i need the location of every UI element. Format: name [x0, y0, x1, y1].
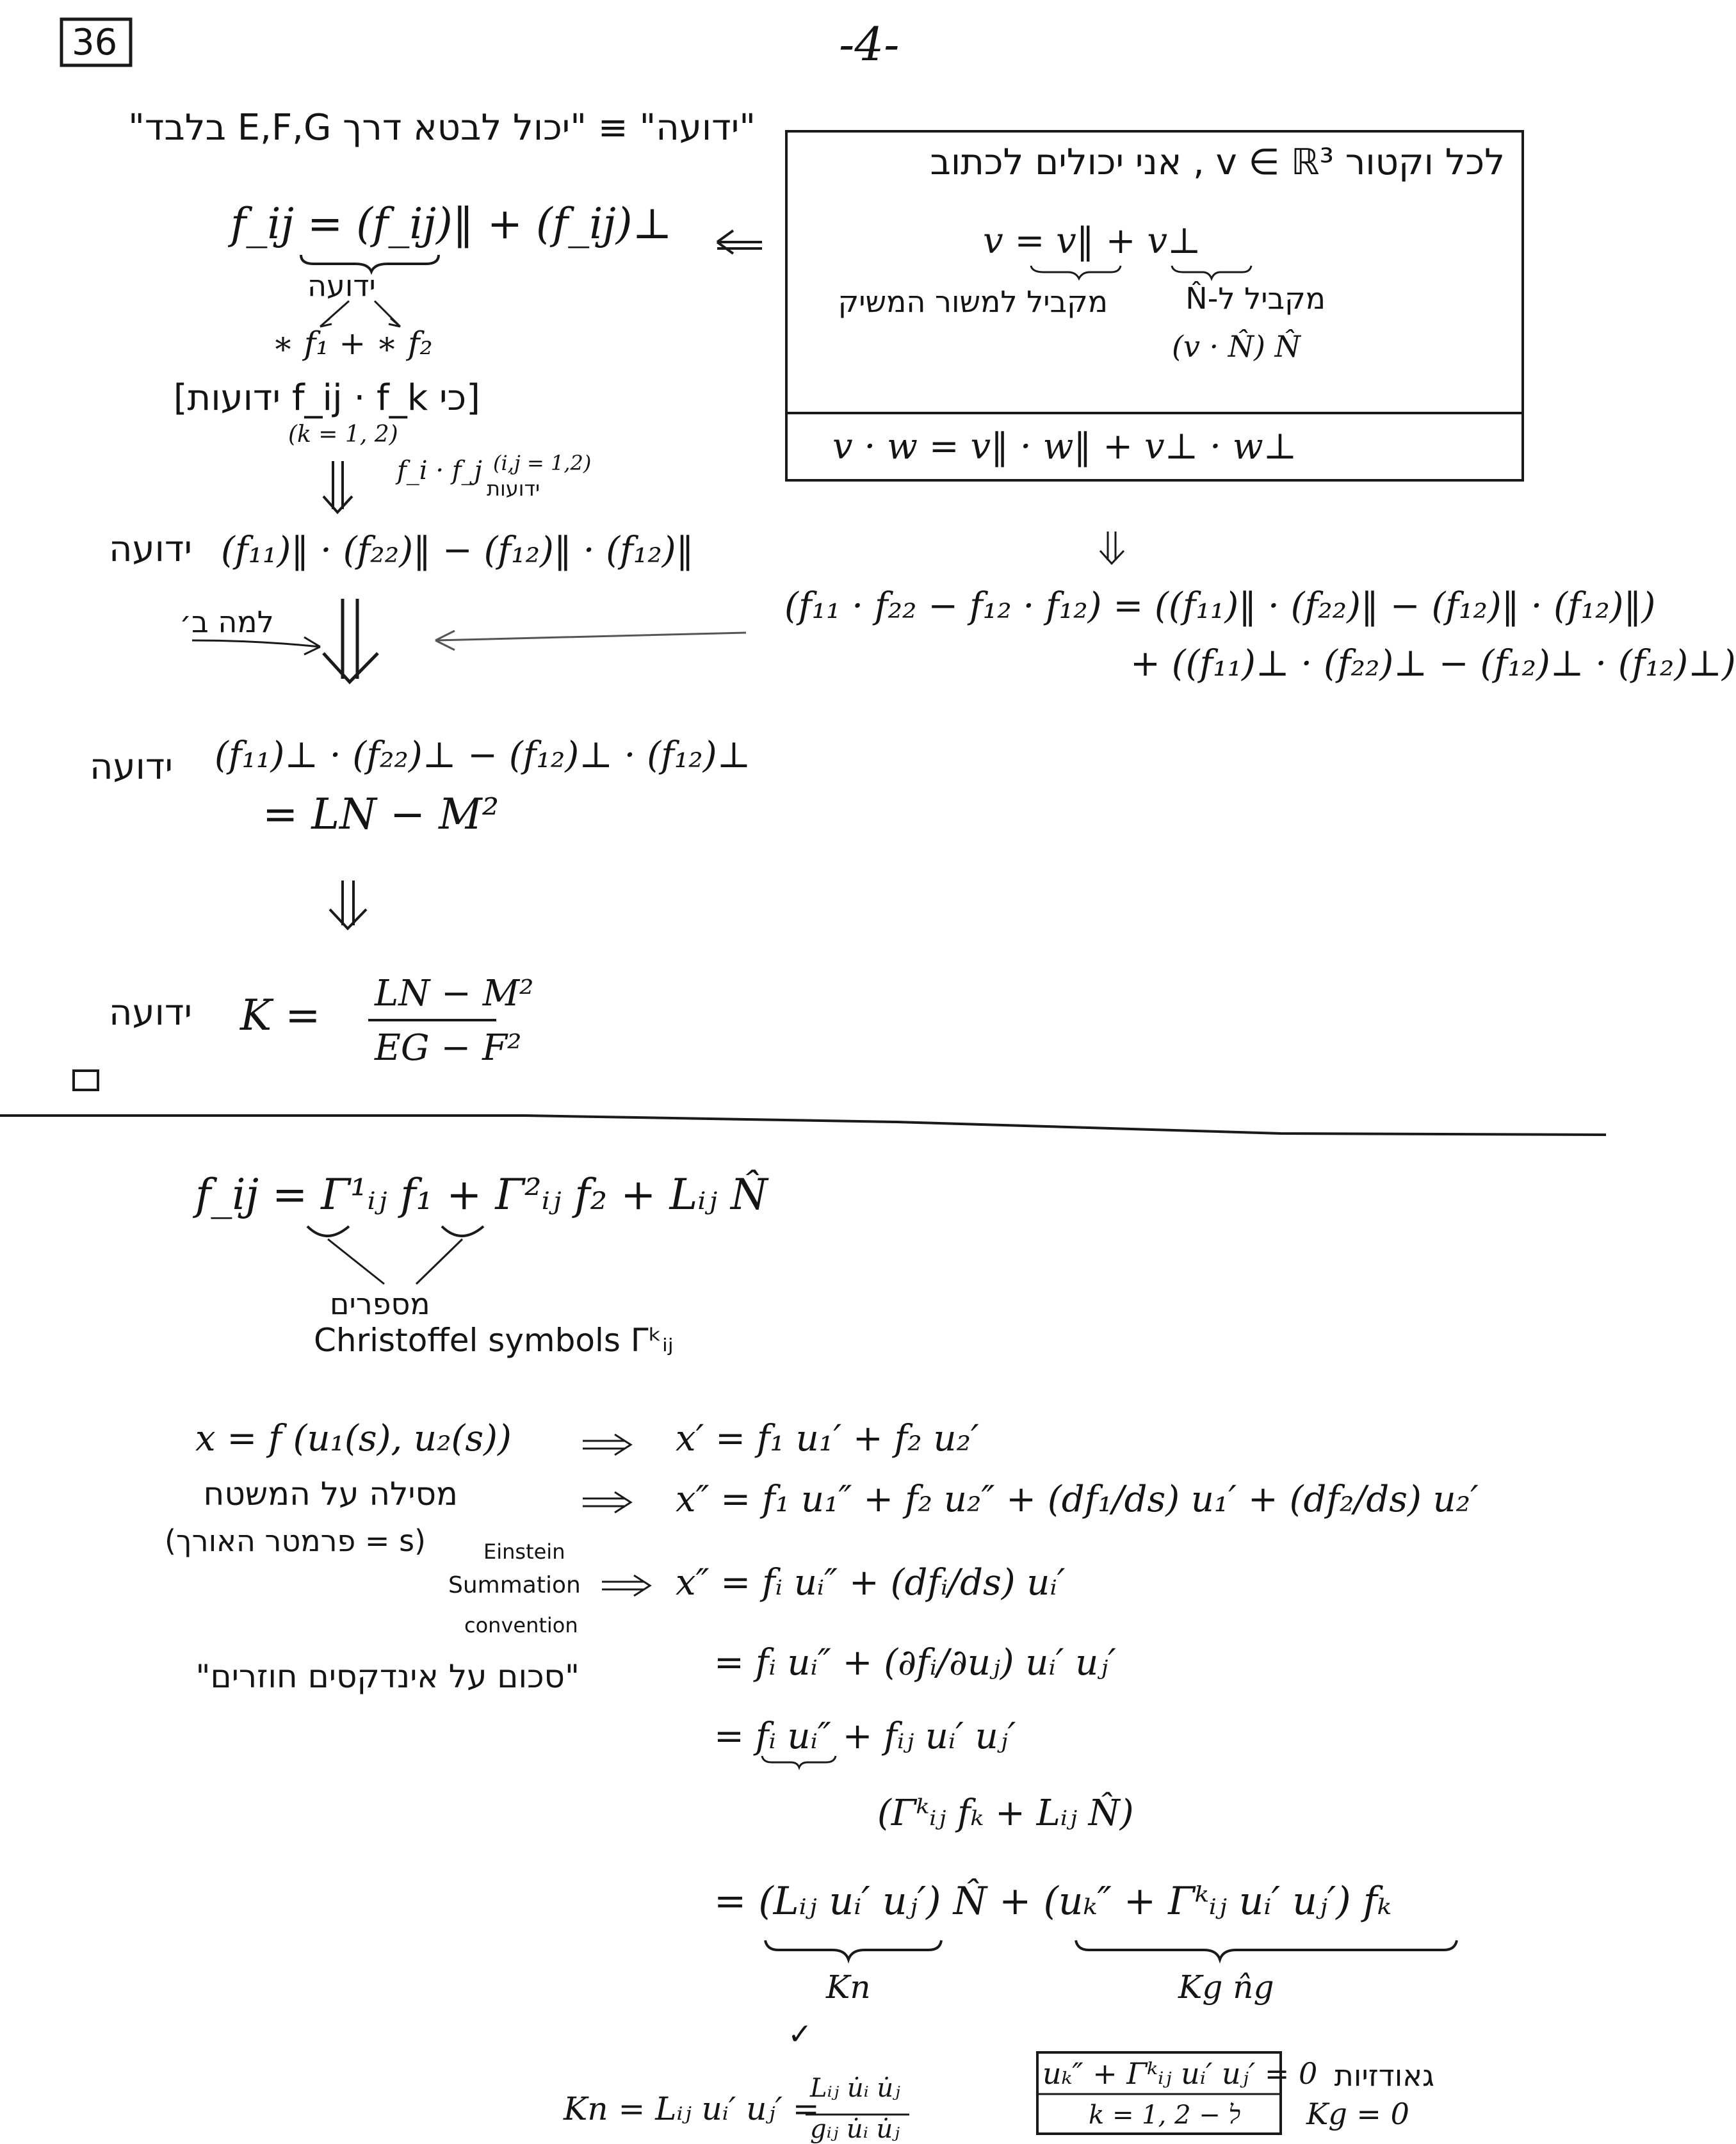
known-plural-small: ידועות: [487, 476, 540, 501]
check-mark: ✓: [788, 2017, 813, 2051]
gauss-lines: [328, 1239, 462, 1284]
arrow-to-f2: [375, 301, 400, 327]
known-word-3: ידועה: [90, 746, 173, 788]
double-arrow-right: [1100, 532, 1124, 564]
arrow-why: [192, 637, 320, 654]
fij-underbrace: [762, 1756, 836, 1767]
arc-length-note: (s = פרמטר האורך): [164, 1523, 426, 1558]
eq-line-4: = fᵢ uᵢ″ + (∂fᵢ/∂uⱼ) uᵢ′ uⱼ′: [714, 1642, 1116, 1684]
box-normal-label: מקביל ל-N̂: [1185, 281, 1326, 316]
k-label: K =: [240, 991, 321, 1040]
box-decomposition: v = v‖ + v⊥: [983, 220, 1201, 262]
numbers-label: מספרים: [330, 1287, 430, 1321]
geodesics-word: גאודזיות: [1334, 2058, 1434, 2093]
right-equation-line-2: + ((f₁₁)⊥ · (f₂₂)⊥ − (f₁₂)⊥ · (f₁₂)⊥): [1130, 643, 1736, 685]
arrow-right-to-left: [435, 631, 746, 650]
eq-line-5: = fᵢ uᵢ″ + fᵢⱼ uᵢ′ uⱼ′: [714, 1716, 1016, 1757]
page-number: -4-: [839, 17, 900, 71]
why-label: למה ב׳: [179, 605, 274, 639]
arrow-to-f1: [320, 301, 349, 327]
eq-line-6: = (Lᵢⱼ uᵢ′ uⱼ′) N̂ + (uₖ″ + Γᵏᵢⱼ uᵢ′ uⱼ′) fₖ: [714, 1879, 1391, 1924]
known-word-4: ידועה: [109, 992, 192, 1034]
k-numerator: LN − M²: [375, 973, 534, 1014]
gauss-equation: f_ij = Γ¹ᵢⱼ f₁ + Γ²ᵢⱼ f₂ + Lᵢⱼ N̂: [195, 1170, 768, 1219]
fij-decomposition: f_ij = (f_ij)‖ + (f_ij)⊥: [231, 199, 672, 248]
page-box-number: 36: [72, 22, 118, 63]
geodesic-k-range: k = 1, 2 − ל: [1089, 2100, 1241, 2130]
kg-zero: Kg = 0: [1306, 2097, 1409, 2131]
ij-range: (i,j = 1,2): [493, 451, 592, 475]
because-known: [כי f_ij · f_k ידועות]: [173, 377, 480, 419]
arrow-from-box: [717, 231, 762, 254]
kn-formula: Kn = Lᵢⱼ uᵢ′ uⱼ′ =: [564, 2090, 820, 2127]
box-line-1: לכל וקטור v ∈ ℝ³ , אני יכולים לכתוב: [930, 142, 1505, 183]
end-of-proof-square: [74, 1071, 98, 1090]
known-word-2: ידועה: [109, 528, 192, 570]
kg-underbrace: [1076, 1940, 1457, 1960]
fi-dot-fj: f_i · f_j: [397, 456, 482, 485]
k-range: (k = 1, 2): [288, 421, 398, 448]
double-arrow-3: [330, 881, 366, 929]
sum-note: "סכום על אינדקסים חוזרים": [195, 1658, 580, 1695]
perp-expression: (f₁₁)⊥ · (f₂₂)⊥ − (f₁₂)⊥ · (f₁₂)⊥: [215, 735, 751, 776]
implies-3: [602, 1575, 650, 1596]
box-underbrace-1: [1031, 266, 1121, 279]
christoffel-label: Christoffel symbols Γᵏᵢⱼ: [314, 1322, 674, 1359]
section-separator: [0, 1116, 1606, 1135]
einstein-label-2: Summation: [448, 1572, 581, 1598]
curve-definition: x = f (u₁(s), u₂(s)): [195, 1418, 512, 1459]
k-denominator: EG − F²: [375, 1027, 522, 1069]
einstein-label-1: Einstein: [483, 1539, 565, 1564]
right-equation-line-1: (f₁₁ · f₂₂ − f₁₂ · f₁₂) = ((f₁₁)‖ · (f₂₂)‖ − (f₁₂)‖ · (f₁₂)‖): [784, 585, 1656, 627]
curve-on-surface: מסילה על המשטח: [203, 1475, 458, 1513]
einstein-label-3: convention: [464, 1613, 578, 1637]
eq-x-double-prime-2: x″ = fᵢ uᵢ″ + (dfᵢ/ds) uᵢ′: [676, 1562, 1066, 1604]
kn-fraction-numerator: Lᵢⱼ u̇ᵢ u̇ⱼ: [810, 2074, 900, 2103]
box-underbrace-2: [1172, 266, 1251, 279]
box-dot-identity: v · w = v‖ · w‖ + v⊥ · w⊥: [832, 426, 1297, 467]
double-arrow-1: [323, 461, 352, 512]
eq-line-5-substitution: (Γᵏᵢⱼ fₖ + Lᵢⱼ N̂): [877, 1792, 1134, 1834]
ln-minus-m2: = LN − M²: [263, 790, 499, 839]
kn-underbrace: [765, 1940, 941, 1960]
known-word-1: ידועה: [307, 268, 376, 303]
parallel-expression: (f₁₁)‖ · (f₂₂)‖ − (f₁₂)‖ · (f₁₂)‖: [221, 530, 694, 571]
box-tangent-label: מקביל למשור המשיק: [838, 284, 1108, 319]
implies-2: [583, 1492, 631, 1513]
eq-x-double-prime-1: x″ = f₁ u₁″ + f₂ u₂″ + (df₁/ds) u₁′ + (df₂/ds) u₂′: [676, 1479, 1479, 1520]
gauss-underbrace-1: [307, 1226, 349, 1236]
geodesic-equation: uₖ″ + Γᵏᵢⱼ uᵢ′ uⱼ′ = 0: [1042, 2056, 1318, 2091]
kg-label: Kg n̂g: [1178, 1969, 1274, 2006]
known-definition: "ידועה" ≡ "יכול לבטא דרך E,F,G בלבד": [128, 107, 756, 149]
gauss-underbrace-2: [442, 1226, 483, 1236]
kn-label: Kn: [826, 1969, 871, 2006]
eq-x-prime: x′ = f₁ u₁′ + f₂ u₂′: [676, 1418, 979, 1459]
kn-fraction-denominator: gᵢⱼ u̇ᵢ u̇ⱼ: [810, 2115, 900, 2144]
combo-f1-f2: ∗ f₁ + ∗ f₂: [272, 325, 433, 362]
box-normal-expression: (v · N̂) N̂: [1172, 329, 1301, 364]
double-arrow-2: [323, 599, 378, 682]
implies-1: [583, 1434, 631, 1455]
